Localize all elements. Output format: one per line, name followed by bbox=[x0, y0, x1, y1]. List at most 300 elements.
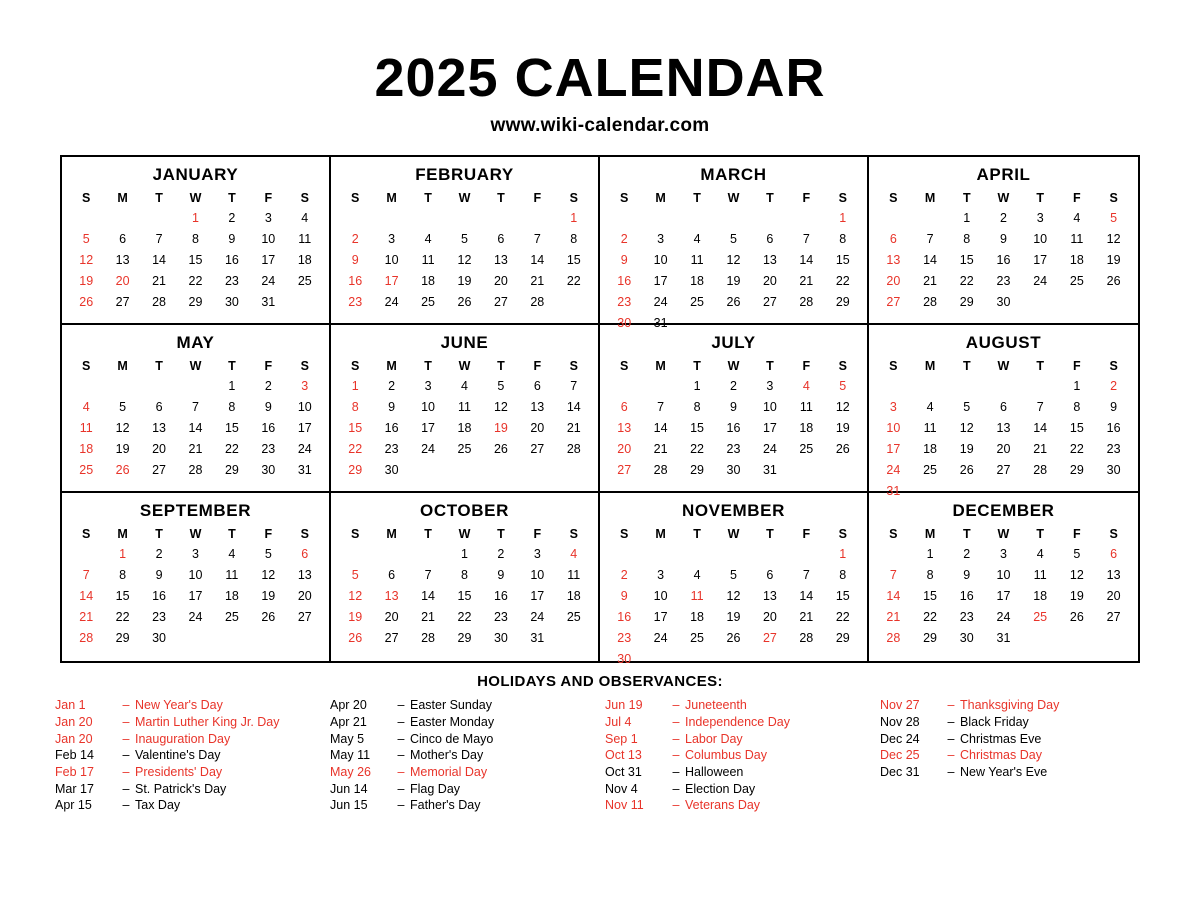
day-cell[interactable]: 9 bbox=[264, 400, 272, 415]
day-cell[interactable]: 2 bbox=[264, 379, 272, 394]
day-cell[interactable]: 7 bbox=[155, 232, 163, 247]
day-cell[interactable]: 18 bbox=[923, 442, 937, 457]
day-cell[interactable]: 5 bbox=[497, 379, 505, 394]
day-cell[interactable]: 23 bbox=[384, 442, 399, 457]
day-cell[interactable]: 1 bbox=[570, 211, 578, 226]
day-cell[interactable]: 25 bbox=[421, 295, 435, 310]
day-cell[interactable]: 18 bbox=[566, 589, 581, 604]
day-cell[interactable]: 26 bbox=[493, 442, 508, 457]
day-cell[interactable]: 5 bbox=[730, 568, 737, 583]
day-cell[interactable]: 6 bbox=[388, 568, 396, 583]
day-cell[interactable]: 24 bbox=[762, 442, 777, 457]
day-cell[interactable]: 1 bbox=[461, 547, 468, 562]
day-cell[interactable]: 28 bbox=[653, 463, 668, 478]
day-cell[interactable]: 9 bbox=[620, 589, 628, 604]
day-cell[interactable]: 22 bbox=[115, 610, 130, 625]
day-cell[interactable]: 7 bbox=[192, 400, 199, 415]
day-cell[interactable]: 23 bbox=[261, 442, 276, 457]
day-cell[interactable]: 22 bbox=[348, 442, 363, 457]
day-cell[interactable]: 24 bbox=[530, 610, 545, 625]
day-cell[interactable]: 25 bbox=[1033, 610, 1048, 625]
day-cell[interactable]: 15 bbox=[835, 589, 850, 604]
day-cell[interactable]: 17 bbox=[653, 610, 668, 625]
day-cell[interactable]: 22 bbox=[188, 274, 203, 289]
day-cell[interactable]: 15 bbox=[959, 253, 974, 268]
day-cell[interactable]: 18 bbox=[79, 442, 94, 457]
day-cell[interactable]: 2 bbox=[1110, 379, 1118, 394]
day-cell[interactable]: 29 bbox=[224, 463, 239, 478]
day-cell[interactable]: 11 bbox=[690, 253, 704, 268]
day-cell[interactable]: 8 bbox=[693, 400, 701, 415]
day-cell[interactable]: 23 bbox=[224, 274, 239, 289]
day-cell[interactable]: 12 bbox=[1069, 568, 1084, 583]
day-cell[interactable]: 26 bbox=[1069, 610, 1084, 625]
day-cell[interactable]: 24 bbox=[653, 295, 668, 310]
day-cell[interactable]: 1 bbox=[1073, 379, 1081, 394]
day-cell[interactable]: 26 bbox=[348, 631, 363, 646]
day-cell[interactable]: 22 bbox=[835, 610, 850, 625]
day-cell[interactable]: 3 bbox=[766, 379, 774, 394]
day-cell[interactable]: 17 bbox=[653, 274, 668, 289]
day-cell[interactable]: 17 bbox=[762, 421, 777, 436]
day-cell[interactable]: 29 bbox=[690, 463, 704, 478]
day-cell[interactable]: 6 bbox=[766, 568, 774, 583]
day-cell[interactable]: 4 bbox=[1073, 211, 1081, 226]
day-cell[interactable]: 11 bbox=[457, 400, 471, 415]
day-cell[interactable]: 13 bbox=[493, 253, 508, 268]
day-cell[interactable]: 1 bbox=[839, 547, 847, 562]
day-cell[interactable]: 16 bbox=[261, 421, 276, 436]
day-cell[interactable]: 11 bbox=[567, 568, 581, 583]
day-cell[interactable]: 28 bbox=[923, 295, 937, 310]
day-cell[interactable]: 26 bbox=[79, 295, 94, 310]
day-cell[interactable]: 1 bbox=[963, 211, 971, 226]
day-cell[interactable]: 23 bbox=[493, 610, 508, 625]
day-cell[interactable]: 17 bbox=[261, 253, 276, 268]
day-cell[interactable]: 13 bbox=[297, 568, 312, 583]
day-cell[interactable]: 16 bbox=[996, 253, 1011, 268]
day-cell[interactable]: 27 bbox=[886, 295, 901, 310]
day-cell[interactable]: 12 bbox=[348, 589, 363, 604]
day-cell[interactable]: 20 bbox=[617, 442, 632, 457]
day-cell[interactable]: 30 bbox=[726, 463, 741, 478]
day-cell[interactable]: 31 bbox=[653, 316, 668, 331]
day-cell[interactable]: 22 bbox=[835, 274, 850, 289]
day-cell[interactable]: 9 bbox=[497, 568, 505, 583]
day-cell[interactable]: 16 bbox=[384, 421, 399, 436]
day-cell[interactable]: 5 bbox=[461, 232, 468, 247]
day-cell[interactable]: 26 bbox=[959, 463, 974, 478]
day-cell[interactable]: 15 bbox=[835, 253, 850, 268]
day-cell[interactable]: 2 bbox=[155, 547, 163, 562]
day-cell[interactable]: 27 bbox=[384, 631, 399, 646]
day-cell[interactable]: 20 bbox=[493, 274, 508, 289]
day-cell[interactable]: 19 bbox=[726, 274, 741, 289]
day-cell[interactable]: 19 bbox=[79, 274, 94, 289]
day-cell[interactable]: 5 bbox=[1110, 211, 1118, 226]
day-cell[interactable]: 12 bbox=[959, 421, 974, 436]
day-cell[interactable]: 21 bbox=[799, 274, 814, 289]
day-cell[interactable]: 2 bbox=[730, 379, 737, 394]
day-cell[interactable]: 20 bbox=[886, 274, 901, 289]
day-cell[interactable]: 15 bbox=[923, 589, 937, 604]
day-cell[interactable]: 12 bbox=[261, 568, 276, 583]
day-cell[interactable]: 19 bbox=[1069, 589, 1084, 604]
day-cell[interactable]: 30 bbox=[959, 631, 974, 646]
day-cell[interactable]: 19 bbox=[959, 442, 974, 457]
day-cell[interactable]: 29 bbox=[959, 295, 974, 310]
day-cell[interactable]: 31 bbox=[762, 463, 777, 478]
day-cell[interactable]: 4 bbox=[693, 232, 701, 247]
day-cell[interactable]: 2 bbox=[620, 568, 628, 583]
day-cell[interactable]: 17 bbox=[996, 589, 1011, 604]
day-cell[interactable]: 24 bbox=[886, 463, 901, 478]
day-cell[interactable]: 15 bbox=[224, 421, 239, 436]
day-cell[interactable]: 14 bbox=[886, 589, 901, 604]
day-cell[interactable]: 3 bbox=[889, 400, 897, 415]
day-cell[interactable]: 5 bbox=[730, 232, 737, 247]
day-cell[interactable]: 19 bbox=[835, 421, 850, 436]
day-cell[interactable]: 22 bbox=[224, 442, 239, 457]
day-cell[interactable]: 13 bbox=[762, 589, 777, 604]
day-cell[interactable]: 15 bbox=[115, 589, 130, 604]
day-cell[interactable]: 6 bbox=[497, 232, 505, 247]
day-cell[interactable]: 15 bbox=[1069, 421, 1084, 436]
day-cell[interactable]: 29 bbox=[115, 631, 130, 646]
day-cell[interactable]: 12 bbox=[493, 400, 508, 415]
day-cell[interactable]: 30 bbox=[617, 316, 632, 331]
day-cell[interactable]: 20 bbox=[152, 442, 166, 457]
day-cell[interactable]: 2 bbox=[963, 547, 971, 562]
day-cell[interactable]: 30 bbox=[617, 652, 632, 667]
day-cell[interactable]: 2 bbox=[620, 232, 628, 247]
day-cell[interactable]: 17 bbox=[530, 589, 545, 604]
day-cell[interactable]: 14 bbox=[1033, 421, 1048, 436]
day-cell[interactable]: 4 bbox=[570, 547, 578, 562]
day-cell[interactable]: 25 bbox=[457, 442, 472, 457]
day-cell[interactable]: 24 bbox=[297, 442, 312, 457]
day-cell[interactable]: 23 bbox=[617, 631, 632, 646]
day-cell[interactable]: 4 bbox=[461, 379, 468, 394]
day-cell[interactable]: 20 bbox=[1106, 589, 1121, 604]
day-cell[interactable]: 30 bbox=[1106, 463, 1121, 478]
day-cell[interactable]: 21 bbox=[799, 610, 814, 625]
day-cell[interactable]: 18 bbox=[799, 421, 814, 436]
day-cell[interactable]: 20 bbox=[996, 442, 1011, 457]
day-cell[interactable]: 1 bbox=[192, 211, 199, 226]
day-cell[interactable]: 18 bbox=[1033, 589, 1048, 604]
day-cell[interactable]: 2 bbox=[388, 379, 396, 394]
day-cell[interactable]: 5 bbox=[264, 547, 272, 562]
day-cell[interactable]: 3 bbox=[533, 547, 541, 562]
day-cell[interactable]: 31 bbox=[886, 484, 901, 499]
day-cell[interactable]: 23 bbox=[726, 442, 741, 457]
day-cell[interactable]: 2 bbox=[228, 211, 236, 226]
day-cell[interactable]: 1 bbox=[119, 547, 127, 562]
day-cell[interactable]: 3 bbox=[264, 211, 272, 226]
day-cell[interactable]: 3 bbox=[301, 379, 309, 394]
day-cell[interactable]: 4 bbox=[82, 400, 90, 415]
day-cell[interactable]: 27 bbox=[1106, 610, 1121, 625]
day-cell[interactable]: 14 bbox=[799, 253, 814, 268]
day-cell[interactable]: 28 bbox=[188, 463, 203, 478]
day-cell[interactable]: 8 bbox=[228, 400, 236, 415]
day-cell[interactable]: 4 bbox=[424, 232, 432, 247]
day-cell[interactable]: 3 bbox=[388, 232, 396, 247]
day-cell[interactable]: 23 bbox=[1106, 442, 1121, 457]
day-cell[interactable]: 25 bbox=[1069, 274, 1084, 289]
day-cell[interactable]: 24 bbox=[996, 610, 1011, 625]
day-cell[interactable]: 16 bbox=[493, 589, 508, 604]
day-cell[interactable]: 7 bbox=[926, 232, 934, 247]
day-cell[interactable]: 18 bbox=[224, 589, 239, 604]
day-cell[interactable]: 14 bbox=[152, 253, 166, 268]
day-cell[interactable]: 3 bbox=[999, 547, 1007, 562]
day-cell[interactable]: 10 bbox=[188, 568, 203, 583]
day-cell[interactable]: 18 bbox=[297, 253, 312, 268]
day-cell[interactable]: 17 bbox=[886, 442, 901, 457]
day-cell[interactable]: 28 bbox=[1033, 463, 1048, 478]
day-cell[interactable]: 15 bbox=[457, 589, 472, 604]
day-cell[interactable]: 28 bbox=[530, 295, 545, 310]
day-cell[interactable]: 7 bbox=[424, 568, 432, 583]
day-cell[interactable]: 13 bbox=[617, 421, 632, 436]
day-cell[interactable]: 5 bbox=[119, 400, 127, 415]
day-cell[interactable]: 31 bbox=[996, 631, 1011, 646]
day-cell[interactable]: 2 bbox=[999, 211, 1007, 226]
day-cell[interactable]: 27 bbox=[762, 295, 777, 310]
day-cell[interactable]: 25 bbox=[297, 274, 312, 289]
day-cell[interactable]: 30 bbox=[261, 463, 276, 478]
day-cell[interactable]: 25 bbox=[923, 463, 937, 478]
day-cell[interactable]: 27 bbox=[762, 631, 777, 646]
day-cell[interactable]: 19 bbox=[457, 274, 472, 289]
day-cell[interactable]: 7 bbox=[570, 379, 578, 394]
day-cell[interactable]: 13 bbox=[762, 253, 777, 268]
day-cell[interactable]: 18 bbox=[690, 274, 704, 289]
day-cell[interactable]: 23 bbox=[152, 610, 166, 625]
day-cell[interactable]: 20 bbox=[384, 610, 399, 625]
day-cell[interactable]: 25 bbox=[224, 610, 239, 625]
day-cell[interactable]: 20 bbox=[115, 274, 130, 289]
day-cell[interactable]: 7 bbox=[889, 568, 897, 583]
day-cell[interactable]: 7 bbox=[1036, 400, 1044, 415]
day-cell[interactable]: 10 bbox=[886, 421, 901, 436]
day-cell[interactable]: 8 bbox=[119, 568, 127, 583]
day-cell[interactable]: 18 bbox=[690, 610, 704, 625]
day-cell[interactable]: 30 bbox=[996, 295, 1011, 310]
day-cell[interactable]: 24 bbox=[261, 274, 276, 289]
day-cell[interactable]: 14 bbox=[923, 253, 937, 268]
day-cell[interactable]: 16 bbox=[152, 589, 166, 604]
day-cell[interactable]: 5 bbox=[839, 379, 847, 394]
day-cell[interactable]: 26 bbox=[726, 631, 741, 646]
day-cell[interactable]: 20 bbox=[762, 274, 777, 289]
day-cell[interactable]: 24 bbox=[653, 631, 668, 646]
day-cell[interactable]: 22 bbox=[690, 442, 704, 457]
day-cell[interactable]: 8 bbox=[351, 400, 359, 415]
day-cell[interactable]: 4 bbox=[301, 211, 309, 226]
day-cell[interactable]: 29 bbox=[348, 463, 363, 478]
day-cell[interactable]: 29 bbox=[923, 631, 937, 646]
day-cell[interactable]: 8 bbox=[461, 568, 468, 583]
day-cell[interactable]: 29 bbox=[835, 631, 850, 646]
day-cell[interactable]: 3 bbox=[424, 379, 432, 394]
day-cell[interactable]: 16 bbox=[726, 421, 741, 436]
day-cell[interactable]: 24 bbox=[1033, 274, 1048, 289]
day-cell[interactable]: 26 bbox=[261, 610, 276, 625]
day-cell[interactable]: 10 bbox=[653, 589, 668, 604]
day-cell[interactable]: 16 bbox=[617, 610, 632, 625]
day-cell[interactable]: 9 bbox=[620, 253, 628, 268]
day-cell[interactable]: 18 bbox=[421, 274, 435, 289]
day-cell[interactable]: 20 bbox=[762, 610, 777, 625]
day-cell[interactable]: 26 bbox=[835, 442, 850, 457]
day-cell[interactable]: 21 bbox=[923, 274, 937, 289]
day-cell[interactable]: 26 bbox=[115, 463, 130, 478]
day-cell[interactable]: 29 bbox=[835, 295, 850, 310]
day-cell[interactable]: 27 bbox=[115, 295, 130, 310]
day-cell[interactable]: 8 bbox=[963, 232, 971, 247]
day-cell[interactable]: 22 bbox=[566, 274, 581, 289]
day-cell[interactable]: 29 bbox=[1069, 463, 1084, 478]
day-cell[interactable]: 28 bbox=[79, 631, 94, 646]
day-cell[interactable]: 7 bbox=[82, 568, 90, 583]
day-cell[interactable]: 28 bbox=[421, 631, 435, 646]
day-cell[interactable]: 13 bbox=[384, 589, 399, 604]
day-cell[interactable]: 8 bbox=[839, 232, 847, 247]
day-cell[interactable]: 18 bbox=[457, 421, 472, 436]
day-cell[interactable]: 13 bbox=[886, 253, 901, 268]
day-cell[interactable]: 14 bbox=[188, 421, 203, 436]
day-cell[interactable]: 16 bbox=[224, 253, 239, 268]
day-cell[interactable]: 19 bbox=[115, 442, 130, 457]
day-cell[interactable]: 4 bbox=[926, 400, 934, 415]
day-cell[interactable]: 30 bbox=[152, 631, 166, 646]
day-cell[interactable]: 19 bbox=[1106, 253, 1121, 268]
day-cell[interactable]: 17 bbox=[297, 421, 312, 436]
day-cell[interactable]: 30 bbox=[493, 631, 508, 646]
day-cell[interactable]: 7 bbox=[802, 568, 810, 583]
day-cell[interactable]: 6 bbox=[119, 232, 127, 247]
day-cell[interactable]: 8 bbox=[1073, 400, 1081, 415]
day-cell[interactable]: 12 bbox=[726, 253, 741, 268]
day-cell[interactable]: 27 bbox=[297, 610, 312, 625]
day-cell[interactable]: 10 bbox=[384, 253, 399, 268]
day-cell[interactable]: 8 bbox=[839, 568, 847, 583]
day-cell[interactable]: 27 bbox=[152, 463, 166, 478]
day-cell[interactable]: 14 bbox=[653, 421, 668, 436]
day-cell[interactable]: 14 bbox=[421, 589, 435, 604]
day-cell[interactable]: 28 bbox=[799, 295, 814, 310]
day-cell[interactable]: 10 bbox=[1033, 232, 1048, 247]
day-cell[interactable]: 25 bbox=[566, 610, 581, 625]
day-cell[interactable]: 16 bbox=[617, 274, 632, 289]
day-cell[interactable]: 27 bbox=[996, 463, 1011, 478]
day-cell[interactable]: 1 bbox=[839, 211, 847, 226]
day-cell[interactable]: 6 bbox=[766, 232, 774, 247]
day-cell[interactable]: 8 bbox=[570, 232, 578, 247]
day-cell[interactable]: 21 bbox=[566, 421, 581, 436]
day-cell[interactable]: 3 bbox=[657, 568, 665, 583]
day-cell[interactable]: 26 bbox=[457, 295, 472, 310]
day-cell[interactable]: 14 bbox=[566, 400, 581, 415]
day-cell[interactable]: 27 bbox=[617, 463, 632, 478]
day-cell[interactable]: 9 bbox=[388, 400, 396, 415]
day-cell[interactable]: 3 bbox=[1036, 211, 1044, 226]
day-cell[interactable]: 10 bbox=[996, 568, 1011, 583]
day-cell[interactable]: 15 bbox=[188, 253, 203, 268]
day-cell[interactable]: 6 bbox=[533, 379, 541, 394]
day-cell[interactable]: 29 bbox=[188, 295, 203, 310]
day-cell[interactable]: 7 bbox=[802, 232, 810, 247]
day-cell[interactable]: 28 bbox=[566, 442, 581, 457]
day-cell[interactable]: 7 bbox=[657, 400, 665, 415]
day-cell[interactable]: 9 bbox=[155, 568, 163, 583]
day-cell[interactable]: 11 bbox=[1033, 568, 1047, 583]
day-cell[interactable]: 27 bbox=[530, 442, 545, 457]
day-cell[interactable]: 24 bbox=[188, 610, 203, 625]
day-cell[interactable]: 7 bbox=[533, 232, 541, 247]
day-cell[interactable]: 17 bbox=[1033, 253, 1048, 268]
day-cell[interactable]: 25 bbox=[799, 442, 814, 457]
day-cell[interactable]: 6 bbox=[889, 232, 897, 247]
day-cell[interactable]: 24 bbox=[384, 295, 399, 310]
day-cell[interactable]: 21 bbox=[79, 610, 94, 625]
day-cell[interactable]: 11 bbox=[923, 421, 937, 436]
day-cell[interactable]: 23 bbox=[959, 610, 974, 625]
day-cell[interactable]: 21 bbox=[653, 442, 668, 457]
day-cell[interactable]: 26 bbox=[726, 295, 741, 310]
day-cell[interactable]: 11 bbox=[1070, 232, 1084, 247]
day-cell[interactable]: 1 bbox=[926, 547, 934, 562]
day-cell[interactable]: 13 bbox=[1106, 568, 1121, 583]
day-cell[interactable]: 13 bbox=[996, 421, 1011, 436]
day-cell[interactable]: 25 bbox=[690, 295, 704, 310]
day-cell[interactable]: 19 bbox=[348, 610, 363, 625]
day-cell[interactable]: 21 bbox=[421, 610, 435, 625]
day-cell[interactable]: 9 bbox=[1110, 400, 1118, 415]
day-cell[interactable]: 30 bbox=[224, 295, 239, 310]
day-cell[interactable]: 19 bbox=[261, 589, 276, 604]
day-cell[interactable]: 19 bbox=[726, 610, 741, 625]
day-cell[interactable]: 12 bbox=[115, 421, 130, 436]
day-cell[interactable]: 4 bbox=[802, 379, 810, 394]
day-cell[interactable]: 18 bbox=[1069, 253, 1084, 268]
day-cell[interactable]: 23 bbox=[617, 295, 632, 310]
day-cell[interactable]: 19 bbox=[493, 421, 508, 436]
day-cell[interactable]: 11 bbox=[799, 400, 813, 415]
day-cell[interactable]: 22 bbox=[1069, 442, 1084, 457]
day-cell[interactable]: 14 bbox=[530, 253, 545, 268]
day-cell[interactable]: 9 bbox=[228, 232, 236, 247]
day-cell[interactable]: 28 bbox=[799, 631, 814, 646]
day-cell[interactable]: 10 bbox=[530, 568, 545, 583]
day-cell[interactable]: 6 bbox=[999, 400, 1007, 415]
day-cell[interactable]: 13 bbox=[152, 421, 166, 436]
day-cell[interactable]: 17 bbox=[188, 589, 203, 604]
day-cell[interactable]: 3 bbox=[192, 547, 199, 562]
day-cell[interactable]: 8 bbox=[192, 232, 199, 247]
day-cell[interactable]: 27 bbox=[493, 295, 508, 310]
day-cell[interactable]: 14 bbox=[799, 589, 814, 604]
day-cell[interactable]: 25 bbox=[79, 463, 94, 478]
day-cell[interactable]: 20 bbox=[530, 421, 545, 436]
day-cell[interactable]: 13 bbox=[115, 253, 130, 268]
day-cell[interactable]: 16 bbox=[1106, 421, 1121, 436]
day-cell[interactable]: 5 bbox=[963, 400, 971, 415]
day-cell[interactable]: 17 bbox=[421, 421, 435, 436]
